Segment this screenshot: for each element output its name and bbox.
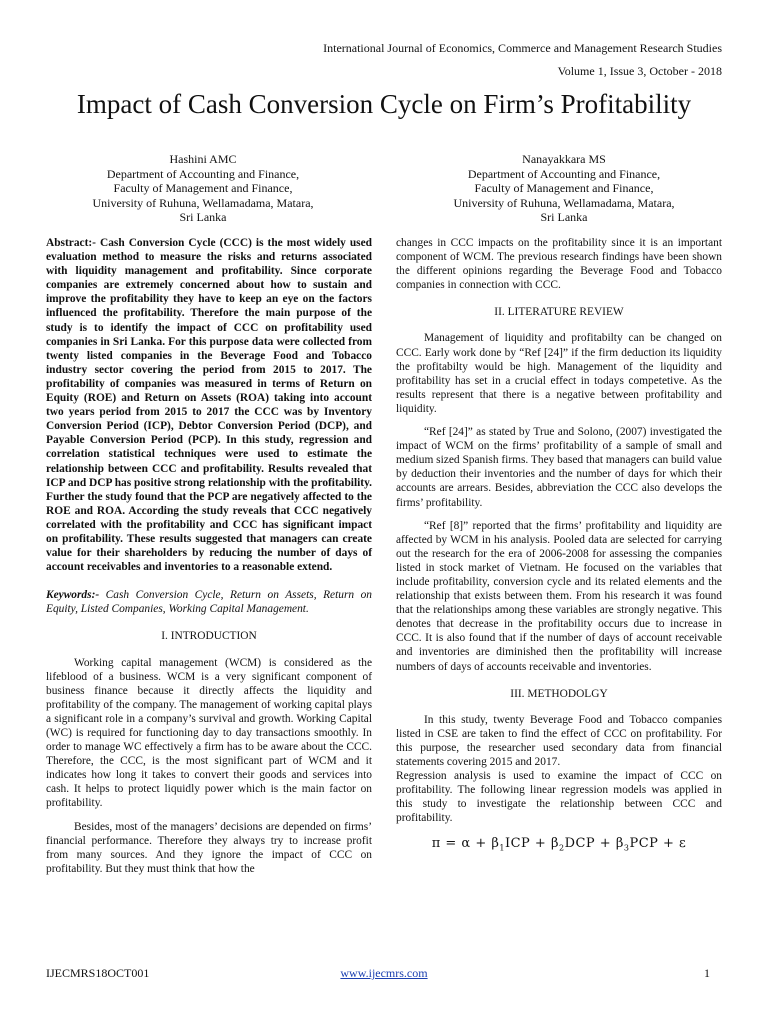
author-faculty: Faculty of Management and Finance, — [474, 181, 654, 195]
paper-title: Impact of Cash Conversion Cycle on Firm’s Profitability — [76, 89, 692, 119]
author-dept: Department of Accounting and Finance, — [106, 166, 300, 181]
issue-info: Volume 1, Issue 3, October - 2018 — [557, 64, 722, 78]
author-block-1 — [46, 152, 360, 225]
section-heading-introduction: I. INTRODUCTION — [161, 630, 257, 643]
keywords-text: Cash Conversion Cycle, Return on Assets, Return on Equity, Listed Companies, Working Capital Management. — [46, 589, 372, 616]
keywords-label: Keywords:- — [46, 589, 100, 602]
author-univ: University of Ruhuna, Wellamadama, Matara, — [453, 195, 675, 210]
author-univ: University of Ruhuna, Wellamadama, Matara, — [92, 195, 314, 210]
regression-formula: $\pi = \alpha + \beta_1ICP + \beta_2DCP + \beta_3PCP + \varepsilon$ — [431, 836, 687, 854]
intro-paragraph-2: Besides, most of the managers’ decisions are depended on firms’ financial performance. Therefore they always try to increase profit from many sources. And they ignore the impact of CCC on profitability. But they must think that how the — [46, 820, 372, 875]
intro-continuation: changes in CCC impacts on the profitability since it is an important component of WCM. The previous research findings have been shown the different opinions regarding the Beverage Food and Tobacco companies in connection with CCC. — [396, 237, 722, 292]
intro-paragraph-1: Working capital management (WCM) is considered as the lifeblood of a business. WCM is a very significant component of business finance because it directly affects the liquidity and profitability of the company. The management of working capital plays a significant role in a company’s survival and growth. Working Capital (WC) is required for functioning day to day transactions smoothly. In order to manage WC effectively a firm has to be aware about the CCC. Therefore, the CCC, is the most significant part of WCM and it indicates how long it takes to convert their goods and services into cash. It helps to protect liquidly power which is the main factor on profitability. — [46, 656, 372, 810]
author-faculty: Faculty of Management and Finance, — [113, 181, 293, 195]
author-block-2 — [406, 152, 722, 225]
method-paragraph-1: In this study, twenty Beverage Food and Tobacco companies listed in CSE are taken to find the effect of CCC on profitability. For this purpose, the researcher used secondary data from financial statements covering 2015 and 2017. — [396, 713, 722, 768]
abstract: Abstract:- Cash Conversion Cycle (CCC) is the most widely used evaluation method to measure the risks and returns associated with liquidity management and profitability. Since corporate companies are extremely concerned about how to sustain and improve the profitability they have to keep an eye on the factors influenced the profitability. Therefore the main purpose of the study is to identify the impact of CCC on profitability used companies in Sri Lanka. For this purpose data were collected from twenty listed companies in the Beverage Food and Tobacco industry sector covering the period from 2015 to 2017. The profitability of companies was measured in terms of Return on Equity (ROE) and Return on Assets (ROA) taking into account two years period from 2015 to 2017 the CCC was by Inventory Conversion Period (ICP), Debtor Conversion Period (DCP), and Payable Conversion Period (PCP). In this study, regression and correlation statistical techniques were used to estimate the relationship between CCC and profitability. Results revealed that ICP and DCP has positive strong relationship with the profitability. Further the study found that the PCP are negatively affected to the ROE and ROA. According the study reveals that CCC negatively correlated with the profitability and CCC has significant impact on profitability. These results suggested that managers can create value for their shareholders by reducing the number of days of account receivables and inventories to a reasonable extend. — [46, 237, 372, 574]
author-country: Sri Lanka — [540, 210, 588, 224]
journal-name: International Journal of Economics, Commerce and Management Research Studies — [323, 41, 722, 55]
lit-paragraph-3: “Ref [8]” reported that the firms’ profitability and liquidity are affected by WCM in his analysis. Pooled data are selected for carrying out the research for the era of 2006-2008 for assessing the companies listed in stock market of Vietnam. He focused on the variables that include profitability, conversion cycle and its related elements and the relationship that exists between them. From his research it was found that the relationships among these variables are strongly negative. This denotes that decrease in the profitability occurs due to increase in CCC. It is also found that if the number of days of account receivable and inventories are diminished then the profitability will increase numbers of days of accounts receivable and inventories. — [396, 519, 722, 673]
section-heading-literature: II. LITERATURE REVIEW — [494, 306, 624, 319]
footer-url-link[interactable]: www.ijecmrs.com — [340, 966, 428, 980]
author-country: Sri Lanka — [179, 210, 227, 224]
lit-paragraph-1: Management of liquidity and profitabilty can be changed on CCC. Early work done by “Ref [24]” if the firm deduction its liquidity the profitabilty would be high. Management of the liquidity and profitability has set in a crucial effect in todays competetive. As the results represent that there is a negative between profitability and liquidity. — [396, 332, 722, 415]
author-name: Hashini AMC — [169, 152, 237, 166]
keywords — [46, 588, 372, 616]
author-name: Nanayakkara MS — [522, 152, 606, 166]
author-dept: Department of Accounting and Finance, — [467, 166, 661, 181]
section-heading-methodology: III. METHODOLGY — [510, 687, 608, 700]
method-paragraph-2: Regression analysis is used to examine the impact of CCC on profitability. The following linear regression models was applied in this study to investigate the relationship between CCC and profitability. — [396, 770, 722, 825]
lit-paragraph-2: “Ref [24]” as stated by True and Solono, (2007) investigated the impact of WCM on the firms’ profitability of a sample of small and medium sized Spanish firms. They based that managers can build value by deduction their inventories and the number of days for which their accounts are arrears. Besides, abbreviation the CCC also develops the firms’ profitability. — [396, 426, 722, 509]
left-column — [46, 236, 372, 876]
page-number: 1 — [704, 966, 710, 980]
right-column — [396, 236, 722, 856]
footer-code: IJECMRS18OCT001 — [46, 966, 150, 980]
